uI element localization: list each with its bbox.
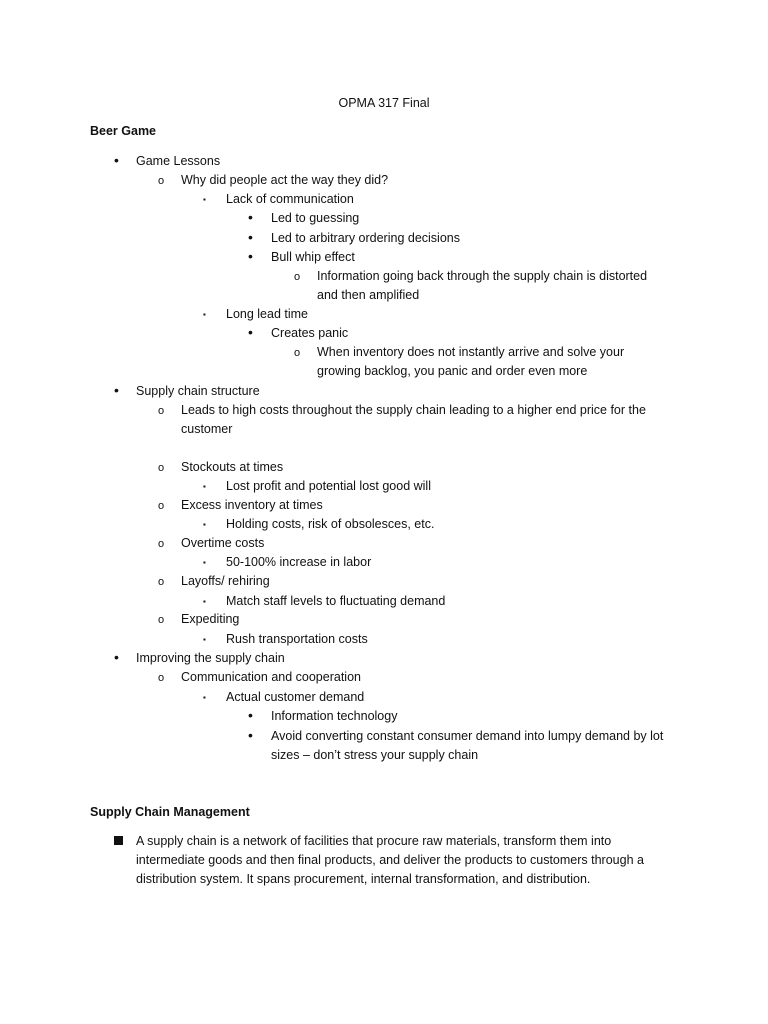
list-item-overtime: Overtime costs [181, 536, 265, 550]
bullet-square: ▪ [203, 310, 206, 319]
scm-paragraph-line1: A supply chain is a network of facilities that procure raw materials, transform them into [136, 834, 612, 848]
scm-paragraph-line3: distribution system. It spans procurement, internal transformation, and distribution. [136, 872, 591, 886]
bullet-circle: o [158, 175, 165, 187]
list-item-match: Match staff levels to fluctuating demand [226, 594, 446, 608]
list-item-info-line2: and then amplified [317, 288, 420, 302]
list-item-excess: Excess inventory at times [181, 498, 323, 512]
list-item-led-guessing: Led to guessing [271, 211, 360, 225]
list-item-expediting: Expediting [181, 612, 240, 626]
list-item-why: Why did people act the way they did? [181, 173, 389, 187]
bullet-disc: • [248, 229, 253, 245]
list-item-comm-coop: Communication and cooperation [181, 670, 361, 684]
bullet-square: ▪ [203, 558, 206, 567]
bullet-circle: o [158, 576, 165, 588]
list-item-avoid-line2: sizes – don’t stress your supply chain [271, 748, 479, 762]
bullet-square: ▪ [203, 195, 206, 204]
scm-paragraph-line2: intermediate goods and then final products, and deliver the products to customers through a [136, 853, 644, 867]
document-title: OPMA 317 Final [338, 96, 430, 110]
scm-heading: Supply Chain Management [90, 805, 250, 819]
bullet-disc: • [248, 324, 253, 340]
beer-game-heading: Beer Game [90, 124, 157, 138]
list-item-layoffs: Layoffs/ rehiring [181, 574, 270, 588]
list-item-lack-communication: Lack of communication [226, 192, 354, 206]
bullet-circle: o [294, 271, 301, 283]
bullet-circle: o [158, 672, 165, 684]
bullet-square: ▪ [203, 597, 206, 606]
bullet-disc: • [248, 727, 253, 743]
list-item-improving: Improving the supply chain [136, 651, 285, 665]
list-item-lost-profit: Lost profit and potential lost good will [226, 479, 431, 493]
bullet-disc: • [248, 707, 253, 723]
list-item-leads-line2: customer [181, 422, 233, 436]
list-item-info-line1: Information going back through the supply chain is distorted [317, 269, 648, 283]
list-item-avoid-line1: Avoid converting constant consumer demand into lumpy demand by lot [271, 729, 664, 743]
list-item-structure: Supply chain structure [136, 384, 260, 398]
bullet-square: ▪ [203, 693, 206, 702]
list-item-stockouts: Stockouts at times [181, 460, 284, 474]
list-item-bullwhip: Bull whip effect [271, 250, 355, 264]
list-item-actual-demand: Actual customer demand [226, 690, 365, 704]
bullet-disc: • [114, 382, 119, 398]
list-item-long-lead: Long lead time [226, 307, 309, 321]
bullet-square: ▪ [203, 635, 206, 644]
bullet-square: ▪ [203, 520, 206, 529]
bullet-circle: o [158, 538, 165, 550]
list-item-rush: Rush transportation costs [226, 632, 368, 646]
bullet-disc: • [248, 248, 253, 264]
square-bullet-icon [114, 836, 123, 845]
bullet-square: ▪ [203, 482, 206, 491]
list-item-game-lessons: Game Lessons [136, 154, 221, 168]
list-item-labor: 50-100% increase in labor [226, 555, 372, 569]
bullet-circle: o [158, 462, 165, 474]
list-item-creates-panic: Creates panic [271, 326, 349, 340]
list-item-holding: Holding costs, risk of obsolesces, etc. [226, 517, 435, 531]
list-item-leads-line1: Leads to high costs throughout the supply chain leading to a higher end price for the [181, 403, 646, 417]
bullet-disc: • [114, 152, 119, 168]
bullet-circle: o [158, 405, 165, 417]
bullet-circle: o [294, 347, 301, 359]
bullet-disc: • [114, 649, 119, 665]
list-item-led-arbitrary: Led to arbitrary ordering decisions [271, 231, 460, 245]
bullet-circle: o [158, 614, 165, 626]
list-item-inventory-line2: growing backlog, you panic and order even more [317, 364, 588, 378]
bullet-circle: o [158, 500, 165, 512]
list-item-it: Information technology [271, 709, 398, 723]
list-item-inventory-line1: When inventory does not instantly arrive and solve your [317, 345, 625, 359]
bullet-disc: • [248, 209, 253, 225]
